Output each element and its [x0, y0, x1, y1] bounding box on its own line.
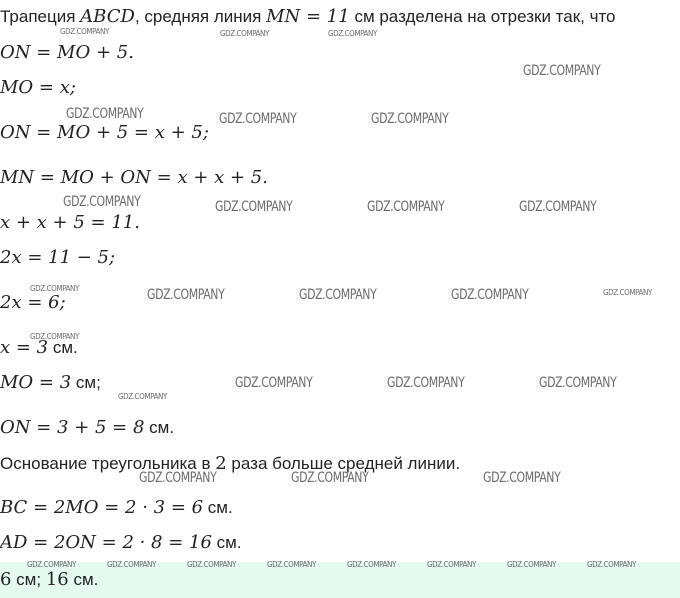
- watermark: GDZ.COMPANY: [27, 560, 76, 569]
- watermark: GDZ.COMPANY: [367, 199, 445, 215]
- intro-text: Трапеция: [0, 7, 81, 26]
- watermark: GDZ.COMPANY: [483, 470, 561, 486]
- equation-line-7: 2x = 6;: [0, 292, 66, 313]
- equation-line-9: MO = 3 см;: [0, 372, 101, 393]
- watermark: GDZ.COMPANY: [427, 560, 476, 569]
- watermark: GDZ.COMPANY: [328, 29, 377, 38]
- watermark: GDZ.COMPANY: [66, 106, 144, 122]
- trapezoid-name: ABCD: [80, 6, 135, 27]
- equation-line-2: MO = x;: [0, 77, 76, 98]
- watermark: GDZ.COMPANY: [523, 63, 601, 79]
- base-statement: Основание треугольника в 2 раза больше средней линии.: [0, 453, 461, 474]
- watermark: GDZ.COMPANY: [63, 194, 141, 210]
- watermark: GDZ.COMPANY: [451, 287, 529, 303]
- watermark: GDZ.COMPANY: [539, 375, 617, 391]
- watermark: GDZ.COMPANY: [235, 375, 313, 391]
- answer-highlight: [0, 562, 680, 598]
- equation-line-12: AD = 2ON = 2 · 8 = 16 см.: [0, 532, 242, 553]
- watermark: GDZ.COMPANY: [267, 560, 316, 569]
- watermark: GDZ.COMPANY: [118, 392, 167, 401]
- watermark: GDZ.COMPANY: [371, 111, 449, 127]
- equation-line-5: x + x + 5 = 11.: [0, 212, 140, 233]
- watermark: GDZ.COMPANY: [299, 287, 377, 303]
- equation-line-6: 2x = 11 − 5;: [0, 247, 116, 268]
- equation-line-8: x = 3 см.: [0, 337, 78, 358]
- watermark: GDZ.COMPANY: [291, 470, 369, 486]
- problem-statement: [0, 6, 616, 28]
- intro-text-2: , средняя линия: [134, 7, 267, 26]
- watermark: GDZ.COMPANY: [30, 284, 79, 293]
- watermark: GDZ.COMPANY: [587, 560, 636, 569]
- watermark: GDZ.COMPANY: [60, 27, 109, 36]
- watermark: GDZ.COMPANY: [387, 375, 465, 391]
- watermark: GDZ.COMPANY: [107, 560, 156, 569]
- watermark: GDZ.COMPANY: [347, 560, 396, 569]
- answer-line: 6 см; 16 см.: [0, 569, 99, 590]
- equation-line-3: ON = MO + 5 = x + 5;: [0, 122, 209, 143]
- watermark: GDZ.COMPANY: [519, 199, 597, 215]
- equation-line-1: ON = MO + 5.: [0, 42, 134, 63]
- watermark: GDZ.COMPANY: [147, 287, 225, 303]
- watermark: GDZ.COMPANY: [139, 470, 217, 486]
- watermark: GDZ.COMPANY: [30, 332, 79, 341]
- watermark: GDZ.COMPANY: [507, 560, 556, 569]
- intro-text-3: см разделена на отрезки так, что: [349, 7, 616, 26]
- midline-expr: MN = 11: [266, 6, 350, 27]
- equation-line-10: ON = 3 + 5 = 8 см.: [0, 417, 175, 438]
- watermark: GDZ.COMPANY: [219, 111, 297, 127]
- watermark: GDZ.COMPANY: [603, 288, 652, 297]
- equation-line-11: BC = 2MO = 2 · 3 = 6 см.: [0, 497, 233, 518]
- watermark: GDZ.COMPANY: [215, 199, 293, 215]
- watermark: GDZ.COMPANY: [187, 560, 236, 569]
- equation-line-4: MN = MO + ON = x + x + 5.: [0, 167, 268, 188]
- watermark: GDZ.COMPANY: [220, 29, 269, 38]
